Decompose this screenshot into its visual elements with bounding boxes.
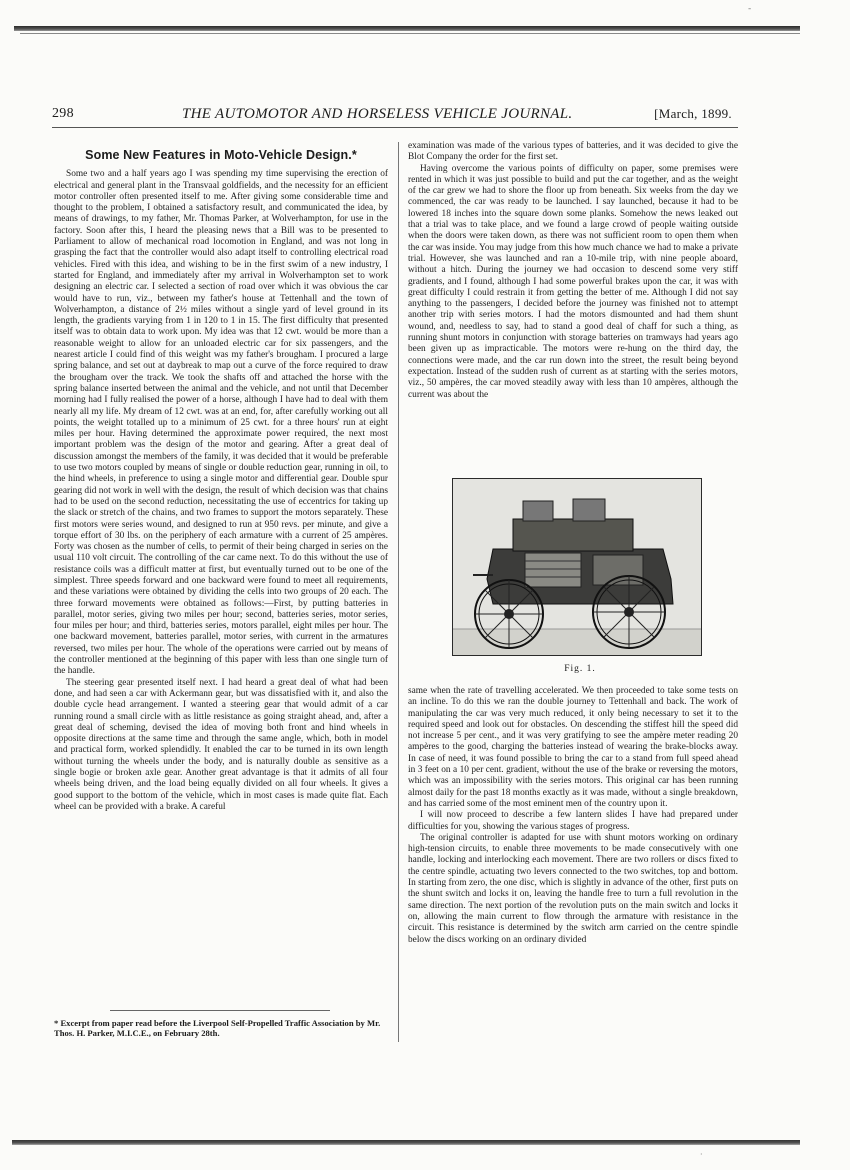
right-column-bottom [408, 686, 738, 946]
footnote-rule [110, 1010, 330, 1011]
paragraph: same when the rate of travelling accelerated. We then proceeded to take some tests on an incline. To do this we ran the double journey to Tettenhall and back. The work of manipulating the car was very much reduced, it only being necessary to set it to the required speed and look out for obstacles. On descending the stiffest hill the speed did not increase 5 per cent., and it was very gratifying to see the ampère meter reading 20 ampères to the good, charging the batteries instead of wearing the brake-blocks away. In case of need, it was found possible to bring the car to a stand from full speed ahead in 3 feet on a 10 per cent. gradient, without the use of the brake or reversing the motors, which was an impossibility with the series motors. This original car has been running almost daily for the past 18 months exactly as it was made, without a single breakdown, and has carried some of the most eminent men of the country upon it. [408, 686, 738, 809]
article-title: Some New Features in Moto-Vehicle Design.* [85, 148, 357, 162]
figure-electric-carriage [452, 478, 702, 656]
column-divider [398, 142, 399, 1042]
paragraph: examination was made of the various types of batteries, and it was decided to give the Blot Company the order for the first set. [408, 141, 738, 163]
issue-date: [March, 1899. [654, 106, 732, 121]
scan-corner-mark: - [748, 4, 752, 14]
paragraph: Some two and a half years ago I was spending my time supervising the erection of electrical and general plant in the Transvaal goldfields, and the necessity for an efficient motor controller often presented itself to me. After giving some considerable time and thought to the problem, I obtained a satisfactory result, and communicated the idea, by means of drawings, to my father, Mr. Thomas Parker, at Wolverhampton, for use in the factory. Soon after this, I heard the pleasing news that a Bill was to be presented to Parliament to allow of mechanical road locomotion in England, and was not long in grasping the fact that the controller would also adapt itself to controlling electrical road vehicles. Fired with this idea, and wishing to be in the first swim of a new industry, I started for England, and immediately after my arrival in Wolverhampton set to work designing an electric car. I selected a section of road over which it was obvious the car would have to run, viz., between my father's house at Tettenhall and the town of Wolverhampton, a distance of 2½ miles without a single yard of level ground in its length, the gradients varying from 1 in 120 to 1 in 15. The first difficulty that presented itself was to obtain data to work upon. My idea was that 12 cwt. would be more than a reasonable weight to allow for an unloaded electric car for six passengers, and the nearest article I could find of this weight was my father's brougham. I procured a large spring balance, and set out at daybreak to map out a curve of the force required to draw the brougham over the track. We took the shafts off and attached the horse with the spring balance inserted between the animal and the vehicle, and not until that December morning had I fully realised the power of a horse, although I have had to deal with them nearly all my life. My dream of 12 cwt. was at an end, for, after carefully working out all points, the weight totalled up to a minimum of 25 cwt. for a three hours' run at eight miles per hour. Having determined the approximate power required, the next most important problem was the design of the motor and gearing. After a great deal of discussion amongst the members of the family, it was decided that it would be preferable to use two motors coupled by means of single or double reduction gear, running in oil, to the hind wheels, in preference to using a single motor and differential gear. Double spur gearing did not work in well with the design, the result of which decision was that chains had to be used on the second reduction, necessitating the use of eccentrics for taking up the slack or stretch of the chains, and two frames to support the motors separately. These first motors were series wound, and designed to run at 950 revs. per minute, and give a torque effort of 30 lbs. on the periphery of each armature with a current of 25 ampères. Forty was chosen as the number of cells, to permit of their being charged in series on the usual 110 volt circuit. The controlling of the car came next. To do this without the use of resistance coils was a difficult matter at first, but eventually turned out to be one of the simplest. Three speeds forward and one backward were found to meet all requirements, and these variations were obtained by dividing the cells into two groups of 20 each. The three forward movements were obtained as follows:—First, by putting batteries in parallel, motor series, giving two miles per hour; second, batteries series, motor series, four miles per hour; and third, batteries series, motors parallel, eight miles per hour. The one backward movement, batteries parallel, motor series, with current in the armatures reversed, two miles per hour. The whole of the operations were carried out by means of the controller mentioned at the beginning of this paper with less than one single turn of the handle. [54, 169, 388, 677]
paragraph: I will now proceed to describe a few lantern slides I have had prepared under difficulties for you, showing the various stages of progress. [408, 810, 738, 832]
scan-border-top [14, 26, 800, 31]
paragraph: The original controller is adapted for use with shunt motors working on ordinary high-tension circuits, to enable three movements to be made consecutively with one handle, locking and interlocking each movement. There are two rollers or discs fixed to the centre spindle, actuating two levers connected to the two switches, top and bottom. In starting from zero, the one disc, which is slightly in advance of the other, first puts on the shunt switch and locks it on, leaving the handle free to turn a full revolution in the same direction. The next portion of the revolution puts on the main switch and locks it on, allowing the main current to flow through the armature with resistance in the circuit. This resistance is determined by the switch arm carried on the centre spindle below the discs working on an ordinary divided [408, 832, 738, 945]
page-number: 298 [52, 106, 74, 121]
left-column [54, 150, 388, 813]
paragraph: The steering gear presented itself next. I had heard a great deal of what had been done, and had seen a car with Ackermann gear, but was dissatisfied with it, and also the double cycle head arrangement. I wanted a steering gear that would admit of a car running round a small circle with as little resistance as going straight ahead, and, after a great deal of scheming, devised the idea of moving both front and hind wheels in opposite directions at the same time and through the same angle, which, both in model and practical form, worked splendidly. It enabled the car to be turned in its own length without turning the wheels under the body, and is naturally double as sensitive as a single bogie or broken axle gear. Another great advantage is that it admits of all four wheels being driven, and the load being equally divided on all four wheels. It gives a good support to the bottom of the vehicle, which in most cases is made quite flat. Each wheel can be provided with a brake. A careful [54, 677, 388, 812]
header-rule [52, 127, 738, 128]
electric-carriage-illustration [453, 479, 701, 655]
page-header [52, 106, 732, 126]
paragraph: Having overcome the various points of difficulty on paper, some premises were rented in which it was just possible to build and put the car together, and as the weight of the car grew we had to shore the floor up from beneath. Six weeks from the day we commenced, the car was ready to be launched. I say launched, because it had to be lowered 18 inches into the square down some planks. Somehow the news leaked out that a trial was to take place, and we found a large crowd of people waiting outside when the doors were taken down, as there was not sufficient room to open them when the car was inside. You may judge from this how much chance we had to make a private trial. However, she was launched and ran a 10-mile trip, with nine people aboard, without a hitch. During the journey we had occasion to descend some very stiff gradients, and I found, although I had some powerful brakes upon the car, it was with great difficulty I could restrain it from getting the better of me. Although I did not say anything to the passengers, I decided before the journey was finished not to attempt another trip with series motors. I had the motors dismounted and had them shunt wound, and, needless to say, had to stand a good deal of chaff for such a thing, as running shunt motors in conjunction with storage batteries on tramways had years ago been given up as impracticable. The motors were re-hung on the third day, the connections were made, and the car run down into the street, the result being beyond expectation. Instead of the sudden rush of current as at starting with the series motors, viz., 50 ampères, the car moved steadily away with less than 10 ampères, although the current was about the [408, 163, 738, 400]
scan-border-top-thin [20, 33, 800, 34]
scan-corner-mark-bottom: · [700, 1150, 703, 1159]
journal-title: THE AUTOMOTOR AND HORSELESS VEHICLE JOURNAL. [182, 106, 573, 122]
right-column-top [408, 141, 738, 401]
footnote: * Excerpt from paper read before the Liverpool Self-Propelled Traffic Association by Mr. Thos. H. Parker, M.I.C.E., on February 28th. [54, 1018, 381, 1038]
figure-caption: Fig. 1. [564, 664, 596, 674]
scan-border-bottom [12, 1140, 800, 1145]
